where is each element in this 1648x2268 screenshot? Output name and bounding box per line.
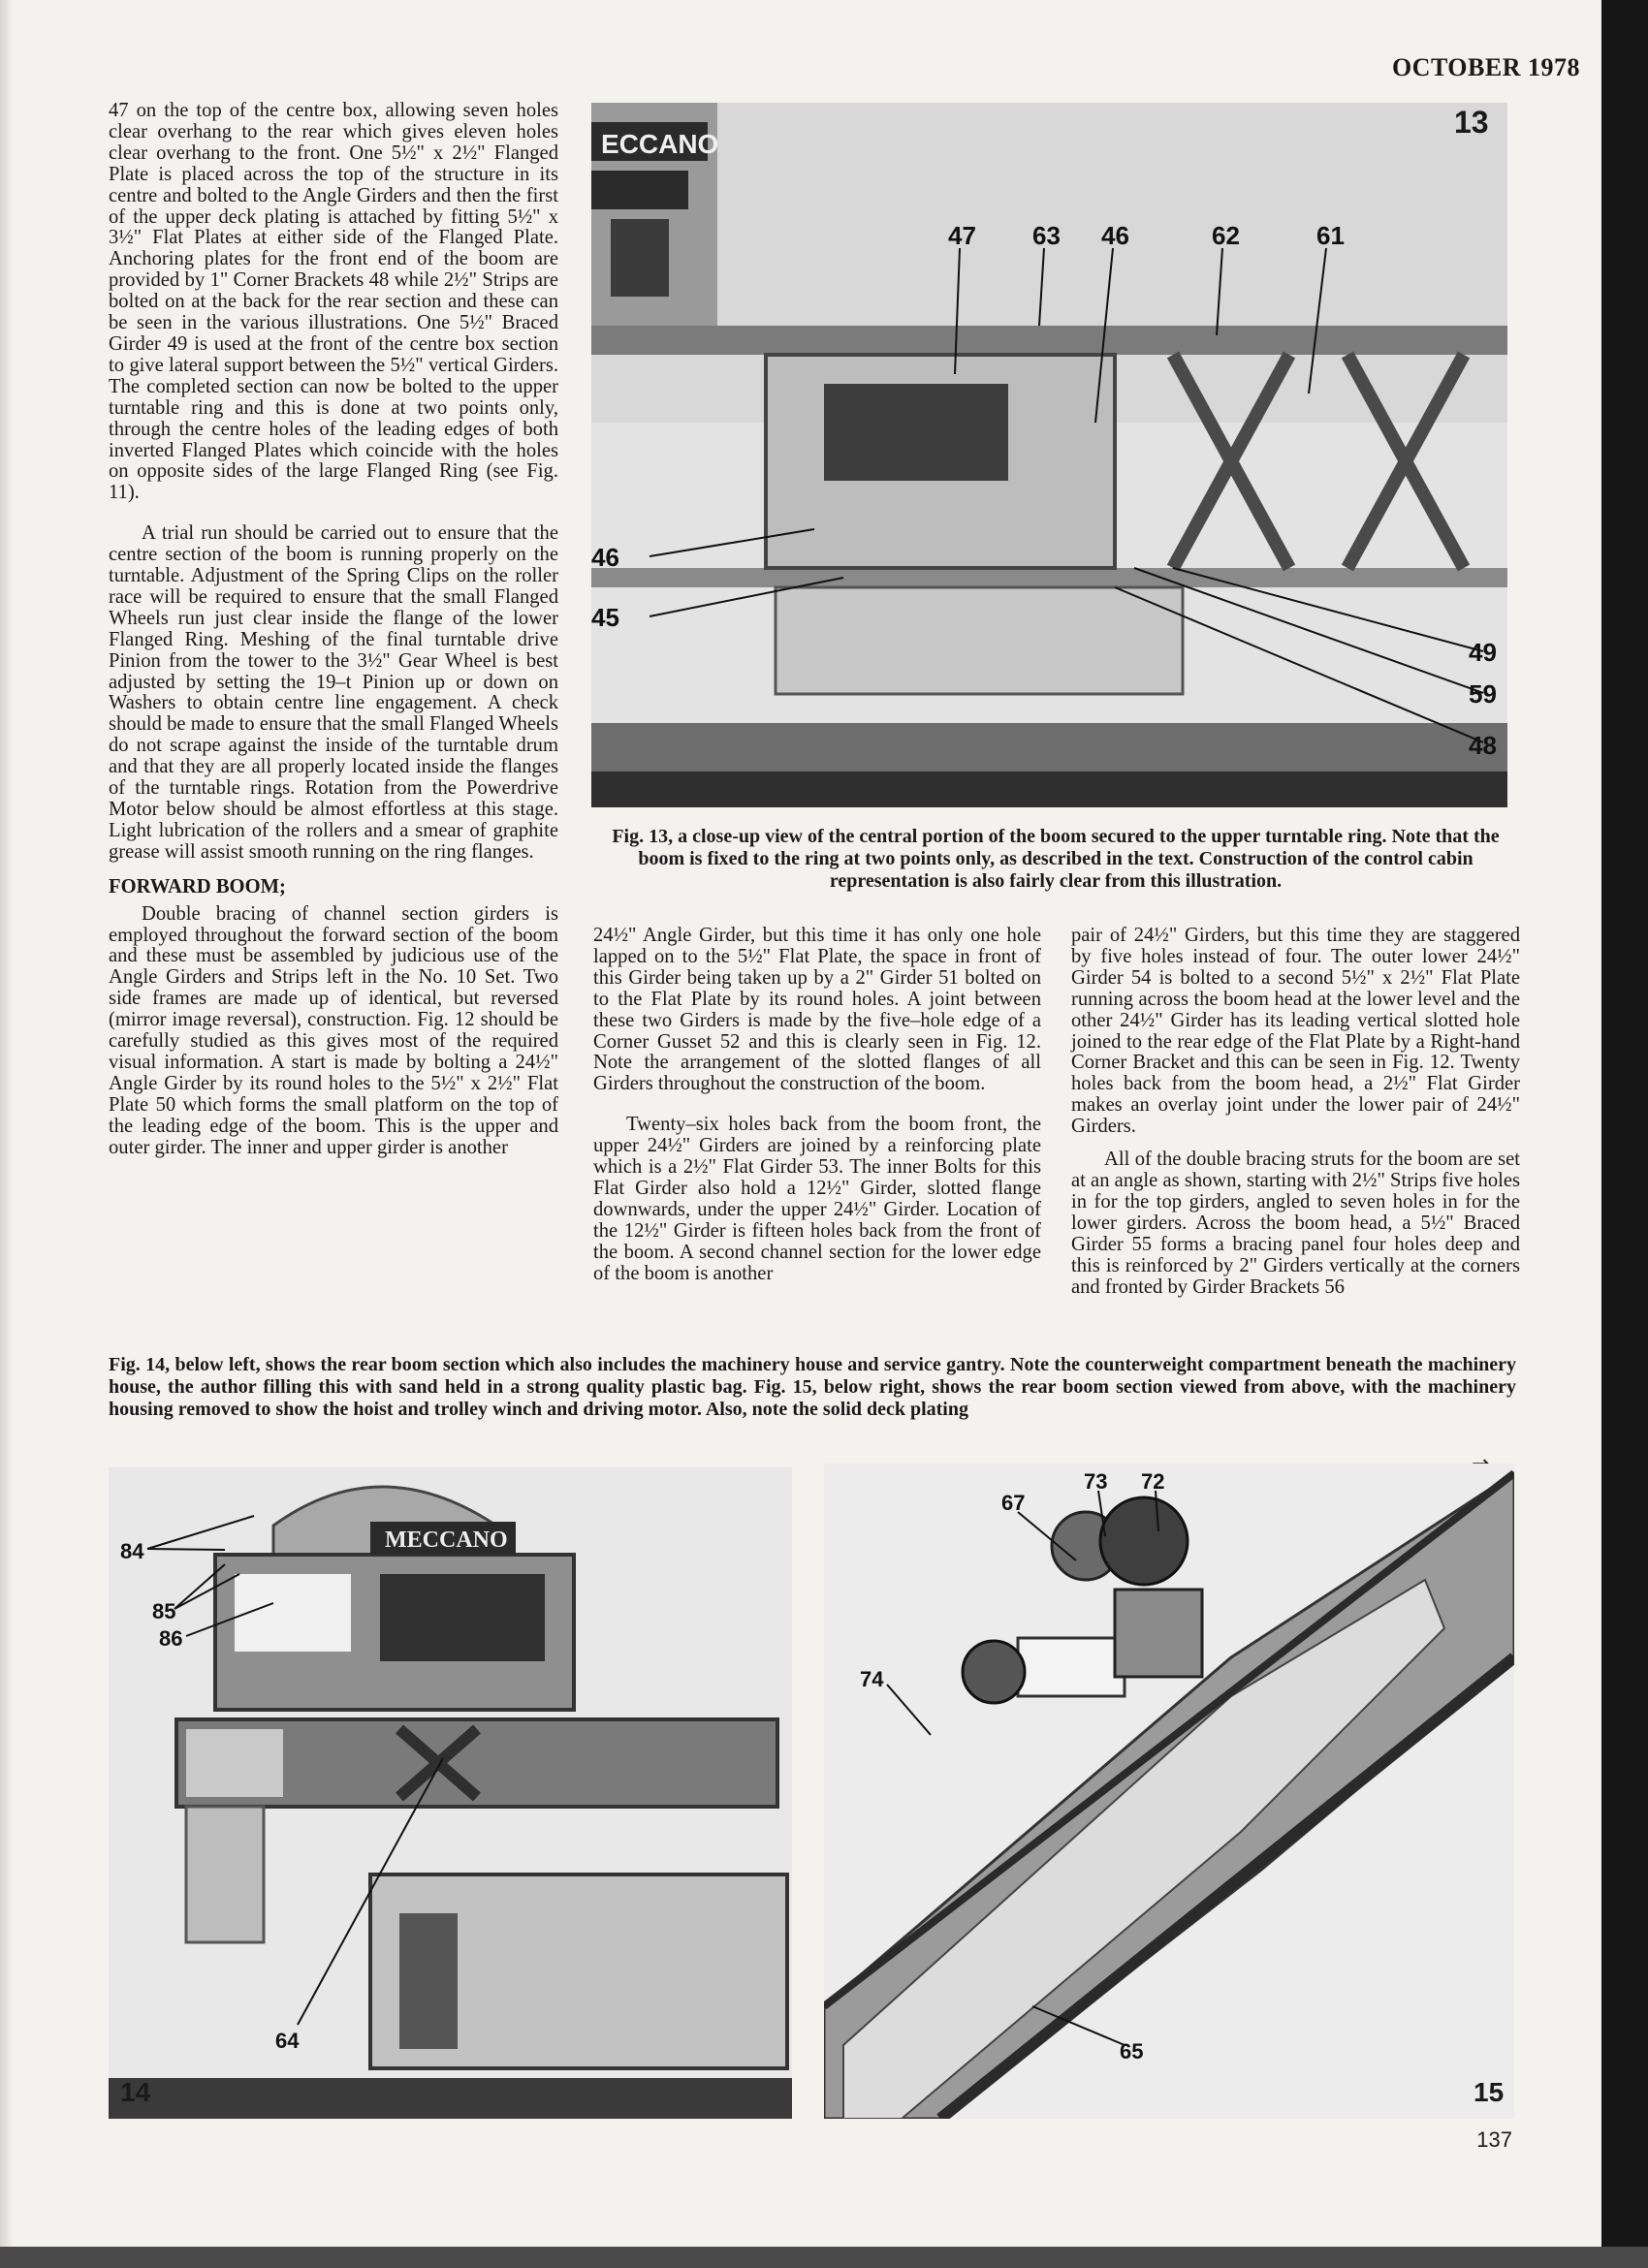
column-2: [593, 926, 1041, 1285]
paragraph: All of the double bracing struts for the boom are set at an angle as shown, starting with 2½" Strips five holes in for the top girders, angled to seven holes in for the lower girders. Across the boom head, a 5½" Braced Girder 55 forms a bracing panel four holes deep and this is reinforced by 2" Girders vertically at the corners and fronted by Girder Brackets 56: [1071, 1149, 1520, 1298]
paragraph: pair of 24½" Girders, but this time they are staggered by five holes instead of four. The outer lower 24½" Girder 54 is bolted to a second 5½" x 2½" Flat Plate running across the boom head at the lower level and the other 24½" Girder has its leading vertical slotted hole joined to the rear edge of the Flat Plate by a Right-hand Corner Bracket and this can be seen in Fig. 12. Twenty holes back from the boom head, a 2½" Flat Girder makes an overlay joint under the lower pair of 24½" Girders.: [1071, 925, 1520, 1138]
figure-14-photo: [109, 1467, 792, 2119]
figure-13-caption: Fig. 13, a close-up view of the central portion of the boom secured to the upper turntable ring. Note that the boom is fixed to the ring at two points only, as described in the text. Construction of the control cabin representation is also fairly clear from this illustration.: [612, 826, 1500, 892]
callout-59: 59: [1469, 679, 1497, 709]
column-1: [109, 101, 558, 1159]
meccano-sign: MECCANO: [385, 1528, 508, 1553]
section-heading: FORWARD BOOM;: [109, 875, 286, 898]
page-number: 137: [1476, 2127, 1512, 2152]
callout-49: 49: [1469, 638, 1497, 667]
callout-74: 74: [860, 1667, 884, 1691]
callout-63: 63: [1032, 221, 1061, 250]
callout-65: 65: [1120, 2039, 1144, 2063]
figure-13-number: 13: [1454, 105, 1489, 140]
figures-14-15-caption: Fig. 14, below left, shows the rear boom section which also includes the machinery house and service gantry. Note the counterweight compartment beneath the machinery house, the author filling this with sand held in a strong quality plastic bag. Fig. 15, below right, shows the rear boom section viewed from above, with the machinery housing removed to show the hoist and trolley winch and driving motor. Also, note the solid deck plating: [109, 1354, 1516, 1420]
page-gutter-shadow: [0, 0, 14, 2268]
paragraph: 24½" Angle Girder, but this time it has only one hole lapped on to the 5½" Flat Plate, the space in front of this Girder being taken up by a 2" Girder 51 bolted on to the Flat Plate by its round holes. A joint between these two Girders is made by the five–hole edge of a Corner Gusset 52 and this is clearly seen in Fig. 12. Note the arrangement of the slotted flanges of all Girders throughout the construction of the boom.: [593, 925, 1041, 1095]
issue-date: OCTOBER 1978: [1391, 53, 1580, 81]
callout-48: 48: [1469, 731, 1497, 760]
callout-62: 62: [1212, 221, 1240, 250]
callout-85: 85: [152, 1599, 176, 1623]
callout-46-left: 46: [591, 543, 619, 572]
figure-15-drawing: [824, 1464, 1514, 2119]
paragraph: Double bracing of channel section girders is employed throughout the forward section of the boom and these must be assembled by judicious use of the Angle Girders and Strips left in the No. 10 Set. Two side frames are made up of identical, but reversed (mirror image reversal), construction. Fig. 12 should be carefully studied as this gives most of the required visual information. A start is made by bolting a 24½" Angle Girder by its round holes to the 5½" x 2½" Flat Plate 50 which forms the small platform on the top of the leading edge of the boom. This is the upper and outer girder. The inner and upper girder is another: [109, 902, 558, 1158]
paragraph: 47 on the top of the centre box, allowing seven holes clear overhang to the rear which gives eleven holes clear overhang to the front. One 5½" x 2½" Flanged Plate is placed across the top of the structure in its centre and bolted to the Angle Girders and then the first of the upper deck plating is attached by fitting 5½" x 3½" Flat Plates at either side of the Flanged Plate. Anchoring plates for the front end of the boom are provided by 1" Corner Brackets 48 while 2½" Strips are bolted on at the back for the rear section and these can be seen in the various illustrations. One 5½" Braced Girder 49 is used at the front of the centre box section to give lateral support between the 5½" vertical Girders. The completed section can now be bolted to the upper turntable ring and this is done at two points only, through the centre holes of the leading edges of both inverted Flanged Plates which coincide with the holes on opposite sides of the large Flanged Ring (see Fig. 11).: [109, 100, 558, 504]
column-3: [1071, 926, 1520, 1298]
figure-13-drawing: [591, 103, 1507, 807]
callout-86: 86: [159, 1626, 183, 1651]
callout-61: 61: [1316, 221, 1345, 250]
meccano-sign: ECCANO: [601, 129, 719, 159]
callout-72: 72: [1141, 1469, 1165, 1494]
callout-47: 47: [948, 221, 976, 250]
callout-45: 45: [591, 603, 619, 632]
figure-15-photo: [824, 1464, 1514, 2119]
paragraph: Twenty–six holes back from the boom front, the upper 24½" Girders are joined by a reinforcing plate which is a 2½" Flat Girder 53. The inner Bolts for this Flat Girder also hold a 12½" Girder, slotted flange downwards, under the upper 24½" Girder. Location of the 12½" Girder is fifteen holes back from the front of the boom. A second channel section for the lower edge of the boom is another: [593, 1114, 1041, 1284]
figure-14-drawing: [109, 1467, 792, 2119]
figure-13-photo: [591, 103, 1507, 807]
scan-edge-bottom: [0, 2247, 1648, 2268]
callout-67: 67: [1001, 1491, 1026, 1515]
callout-73: 73: [1084, 1469, 1108, 1494]
paragraph: A trial run should be carried out to ensure that the centre section of the boom is running properly on the turntable. Adjustment of the Spring Clips on the roller race will be required to ensure that the small Flanged Wheels run just clear inside the flange of the lower Flanged Ring. Meshing of the final turntable drive Pinion from the tower to the 3½" Gear Wheel is best adjusted by setting the 19–t Pinion up or down on Washers to obtain centre line engagement. A check should be made to ensure that the small Flanged Wheels do not scrape against the inside of the turntable drum and that they are all properly located inside the flanges of the turntable rings. Rotation from the Powerdrive Motor below should be almost effortless at this stage. Light lubrication of the rollers and a smear of graphite grease will assist smooth running on the ring flanges.: [109, 522, 558, 863]
figure-14-number: 14: [120, 2077, 151, 2107]
callout-84: 84: [120, 1539, 144, 1563]
callout-64: 64: [275, 2029, 300, 2053]
figure-15-number: 15: [1474, 2077, 1505, 2107]
callout-46-top: 46: [1101, 221, 1129, 250]
scan-edge-right: [1601, 0, 1648, 2268]
